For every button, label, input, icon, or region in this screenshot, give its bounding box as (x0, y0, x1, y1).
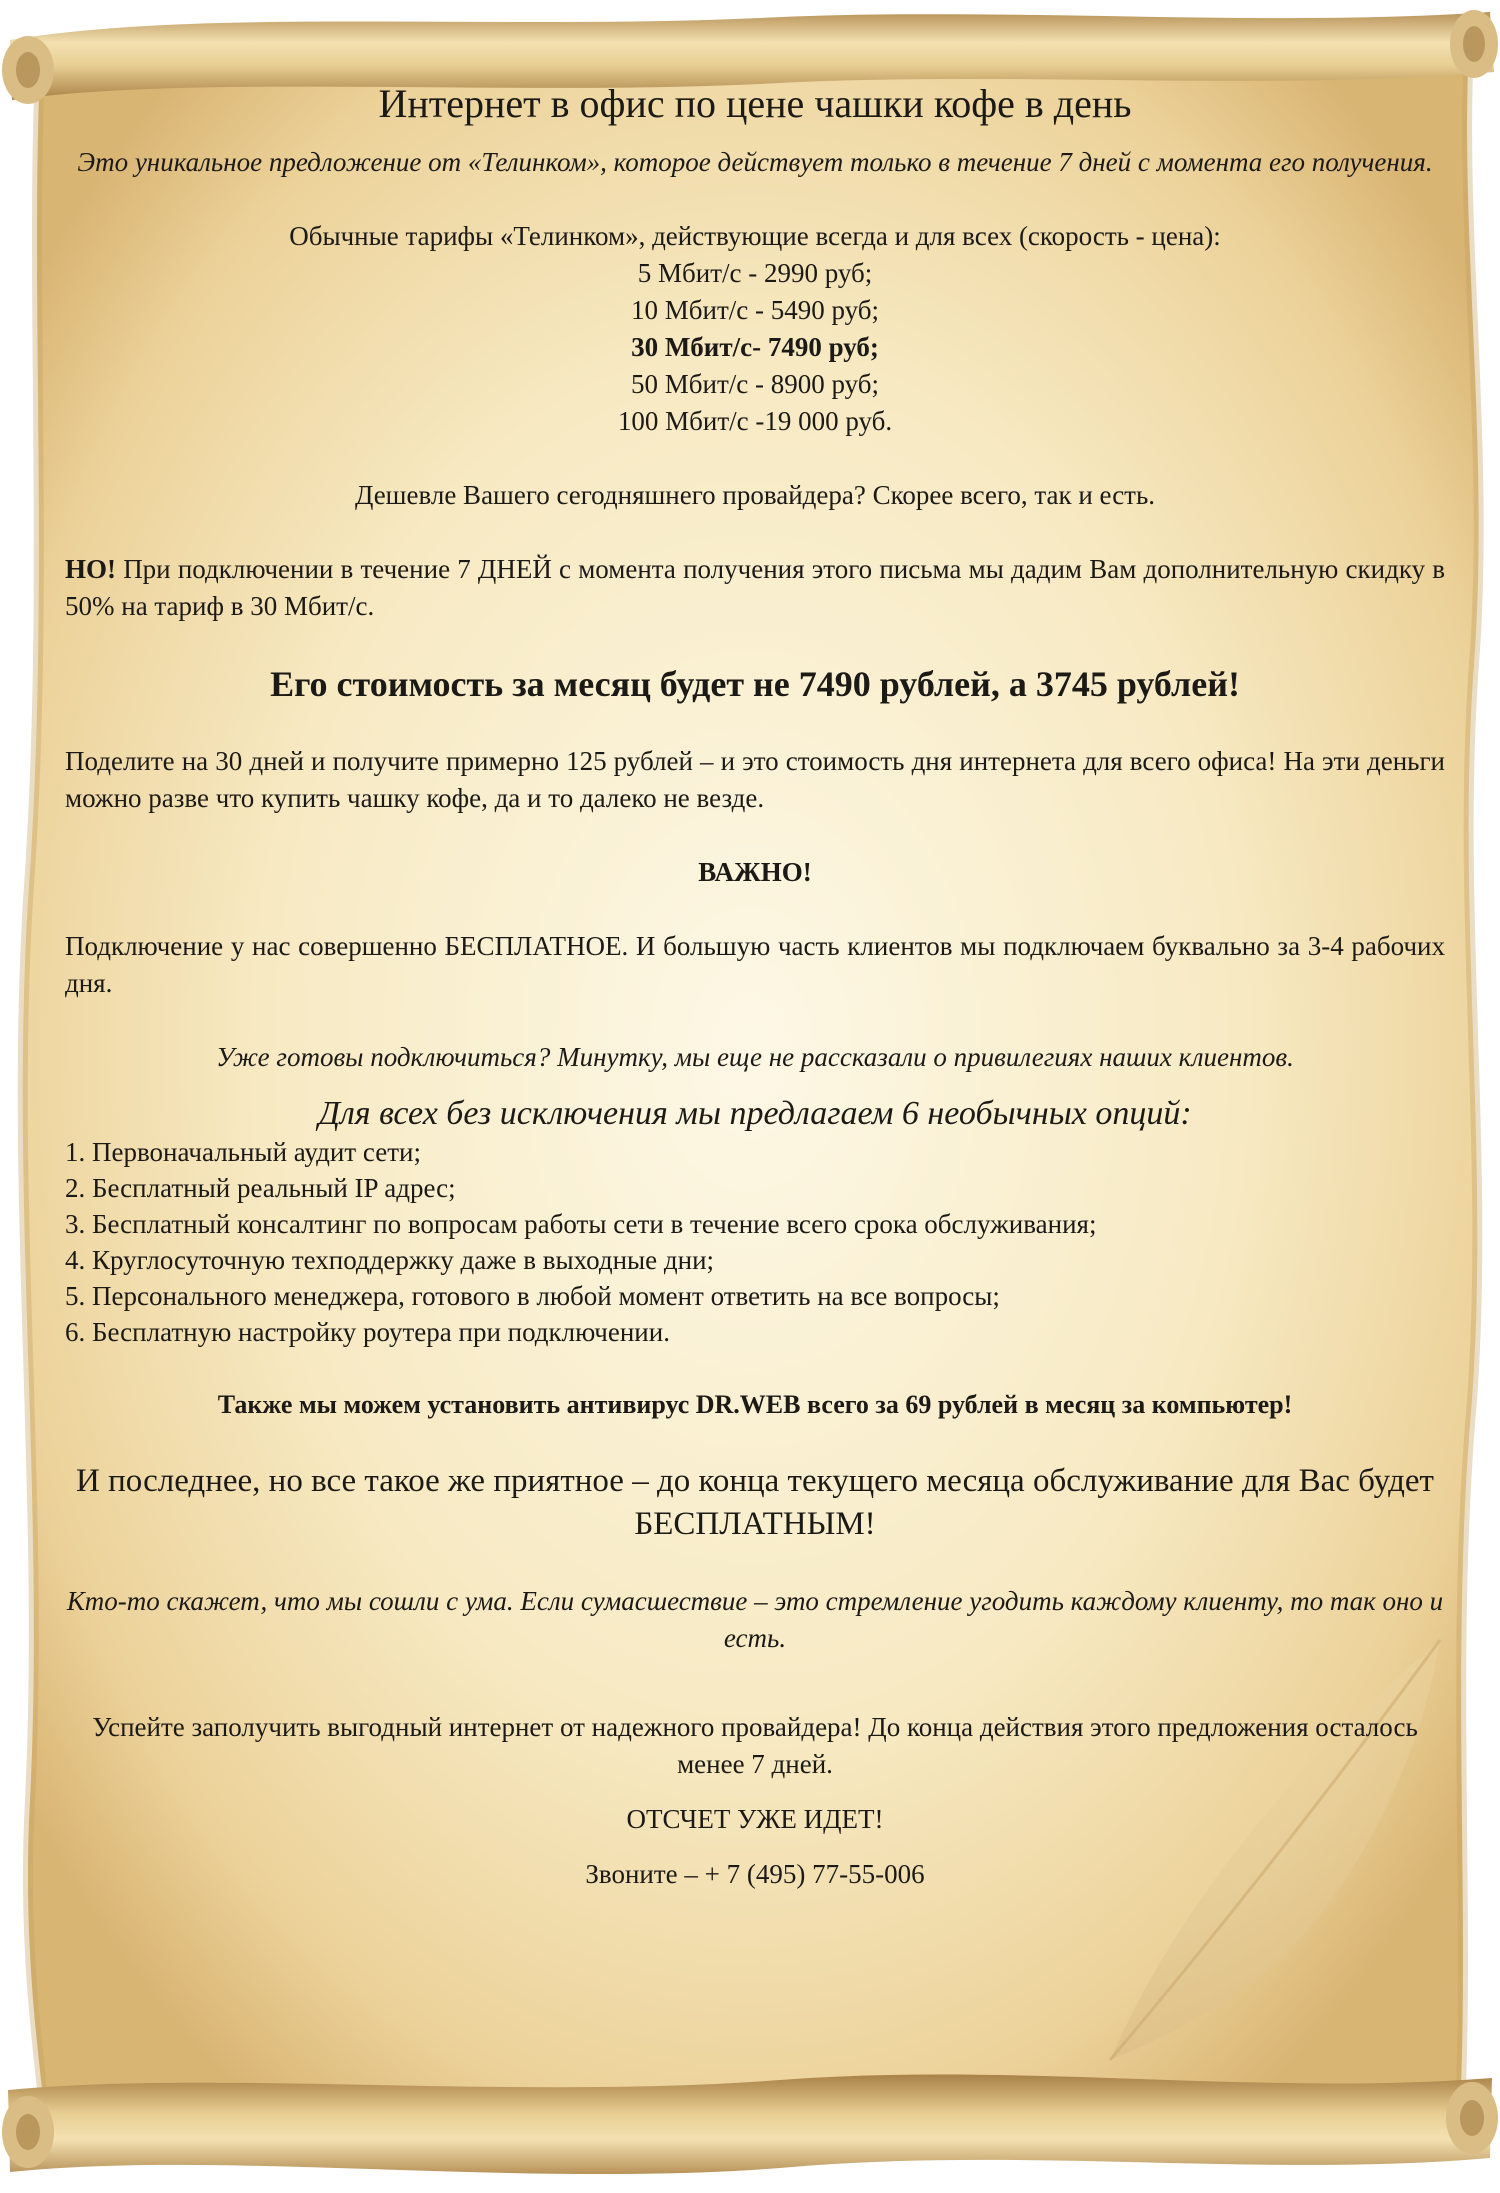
call-phone: Звоните – + 7 (495) 77-55-006 (585, 1859, 925, 1889)
connection-text: Подключение у нас совершенно БЕСПЛАТНОЕ. И большую часть клиентов мы подключаем буквально за 3-4 рабочих дня. (65, 931, 1445, 998)
important-label: ВАЖНО! (698, 857, 812, 887)
ready-text: Уже готовы подключиться? Минутку, мы еще не рассказали о привилегиях наших клиентов. (216, 1042, 1294, 1072)
discount-lead: НО! (65, 554, 116, 584)
list-item: 1. Первоначальный аудит сети; (65, 1137, 421, 1167)
tariff-item: 10 Мбит/с - 5490 руб; (631, 295, 879, 325)
tariff-item: 100 Мбит/с -19 000 руб. (617, 406, 893, 436)
crazy-text: Кто-то скажет, что мы сошли с ума. Если сумасшествие – это стремление угодить каждому клиенту, то так оно и есть. (66, 1586, 1444, 1653)
antivirus-offer: Также мы можем установить антивирус DR.WEB всего за 69 рублей в месяц за компьютер! (217, 1390, 1293, 1419)
page-title: Интернет в офис по цене чашки кофе в день (378, 81, 1132, 126)
discount-body: При подключении в течение 7 ДНЕЙ с момента получения этого письма мы дадим Вам дополнительную скидку в 50% на тариф в 30 Мбит/с. (65, 554, 1445, 621)
countdown-text: ОТСЧЕТ УЖЕ ИДЕТ! (626, 1804, 884, 1834)
tariffs-list (65, 255, 1445, 440)
options-list (65, 1134, 1445, 1350)
intro-text: Это уникальное предложение от «Телинком», которое действует только в течение 7 дней с момента его получения. (77, 147, 1433, 177)
discount-text (65, 551, 1445, 625)
per-day-text: Поделите на 30 дней и получите примерно 125 рублей – и это стоимость дня интернета для всего офиса! На эти деньги можно разве что купить чашку кофе, да и то далеко не везде. (65, 746, 1445, 813)
price-headline: Его стоимость за месяц будет не 7490 рублей, а 3745 рублей! (270, 664, 1240, 704)
tariff-item: 5 Мбит/с - 2990 руб; (637, 258, 873, 288)
list-item: 3. Бесплатный консалтинг по вопросам работы сети в течение всего срока обслуживания; (65, 1209, 1097, 1239)
list-item: 4. Круглосуточную техподдержку даже в выходные дни; (65, 1245, 715, 1275)
hurry-text: Успейте заполучить выгодный интернет от надежного провайдера! До конца действия этого предложения осталось менее 7 дней. (92, 1712, 1418, 1779)
list-item: 5. Персонального менеджера, готового в любой момент ответить на все вопросы; (65, 1281, 1000, 1311)
free-month-text: И последнее, но все такое же приятное – до конца текущего месяца обслуживание для Вас будет БЕСПЛАТНЫМ! (76, 1463, 1434, 1542)
letter-content (65, 70, 1445, 1893)
list-item: 2. Бесплатный реальный IP адрес; (65, 1173, 456, 1203)
options-heading: Для всех без исключения мы предлагаем 6 необычных опций: (318, 1095, 1192, 1132)
tariff-item: 50 Мбит/с - 8900 руб; (631, 369, 879, 399)
tariff-item-highlight: 30 Мбит/с- 7490 руб; (631, 332, 879, 362)
cheaper-text: Дешевле Вашего сегодняшнего провайдера? Скорее всего, так и есть. (354, 480, 1156, 510)
tariffs-heading: Обычные тарифы «Телинком», действующие всегда и для всех (скорость - цена): (289, 221, 1221, 251)
list-item: 6. Бесплатную настройку роутера при подключении. (65, 1317, 670, 1347)
